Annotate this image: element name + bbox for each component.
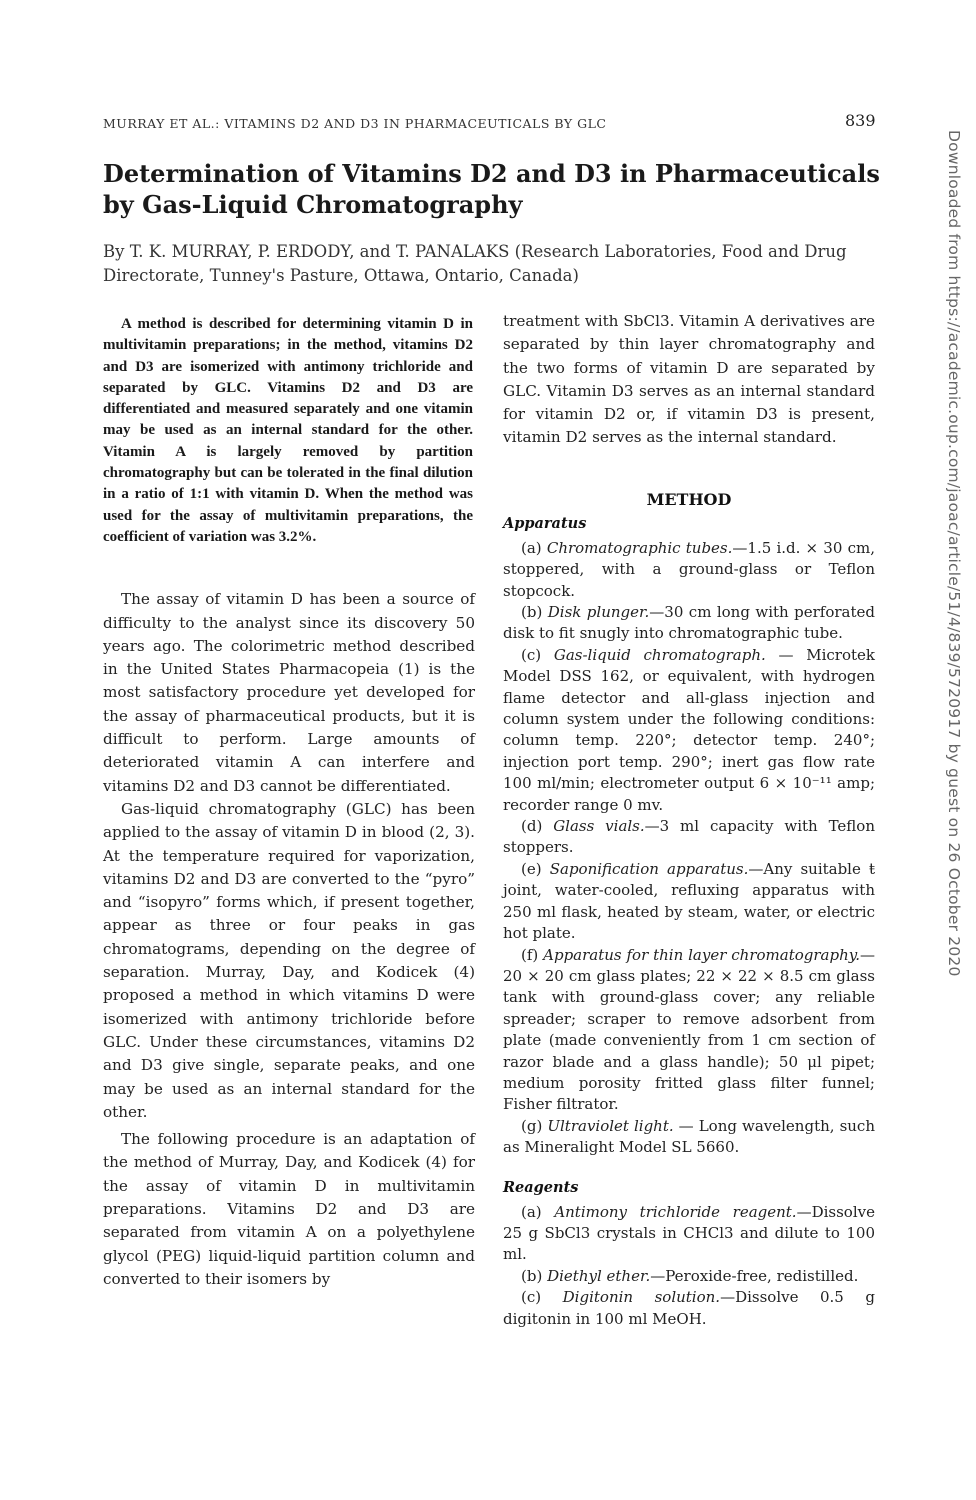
item-label: (g): [521, 1116, 543, 1135]
list-item: [503, 1202, 875, 1266]
list-item: [503, 816, 875, 859]
list-item: [503, 538, 875, 602]
item-text: —Any suitable ŧ joint, water-cooled, refluxing apparatus with 250 ml flask, heated by steam, water, or electric hot plate.: [503, 859, 875, 943]
list-item: [503, 645, 875, 816]
item-text: —20 × 20 cm glass plates; 22 × 22 × 8.5 cm glass tank with ground-glass cover; any reliable spreader; scraper to remove adsorbent from plate (made conveniently from 1 cm section of razor blade and a glass handle); 50 μl pipet; medium porosity fritted glass filter funnel; Fisher filtrator.: [503, 945, 875, 1114]
page-number: 839: [845, 111, 876, 130]
download-notice: [943, 130, 963, 1330]
item-label: (a): [521, 538, 542, 557]
item-term: Glass vials.: [553, 817, 645, 836]
item-text: —30 cm long with perforated disk to fit snugly into chromatographic tube.: [503, 603, 875, 643]
item-text: — Microtek Model DSS 162, or equivalent, with hydrogen flame detector and all-glass injection and column system under the following conditions: column temp. 220°; detector temp. 240°; injection port temp. 290°; inert gas flow rate 100 ml/min; electrometer output 6 × 10⁻¹¹ amp; recorder range 0 mv.: [503, 645, 875, 814]
reagents-heading: Reagents: [503, 1178, 579, 1196]
list-item: [503, 1266, 875, 1287]
item-term: Disk plunger.: [547, 603, 650, 621]
author-line: By T. K. MURRAY, P. ERDODY, and T. PANALAKS (Research Laboratories, Food and Drug Directorate, Tunney's Pasture, Ottawa, Ontario, Canada): [103, 242, 847, 285]
abstract: A method is described for determining vitamin D in multivitamin preparations; in the method, vitamins D2 and D3 are isomerized with antimony trichloride and separated by GLC. Vitamins D2 and D3 are differentiated and measured separately and one vitamin may be used as an internal standard for the other. Vitamin A is largely removed by partition chromatography but can be tolerated in the final dilution in a ratio of 1:1 with vitamin D. When the method was used for the assay of multivitamin preparations, the coefficient of variation was 3.2%.: [103, 316, 473, 545]
apparatus-heading: Apparatus: [503, 514, 587, 532]
list-item: [503, 859, 875, 945]
item-term: Diethyl ether.: [547, 1266, 651, 1285]
left-column: [103, 310, 475, 1291]
item-label: (f): [521, 945, 539, 964]
article-title: Determination of Vitamins D2 and D3 in Pharmaceuticals by Gas-Liquid Chromatography: [103, 159, 880, 219]
method-heading: METHOD: [646, 489, 732, 509]
item-label: (b): [521, 1266, 543, 1285]
item-label: (e): [521, 859, 542, 878]
item-term: Apparatus for thin layer chromatography.: [543, 945, 860, 964]
item-label: (c): [521, 1288, 542, 1307]
intro-continuation: treatment with SbCl3. Vitamin A derivatives are separated by thin layer chromatography and the two forms of vitamin D are separated by GLC. Vitamin D3 serves as an internal standard for vitamin D2 or, if vitamin D3 is present, vitamin D2 serves as the internal standard.: [503, 312, 875, 447]
item-term: Ultraviolet light.: [547, 1116, 674, 1135]
list-item: [503, 1287, 875, 1330]
item-text: —Dissolve 25 g SbCl3 crystals in CHCl3 and dilute to 100 ml.: [503, 1202, 875, 1264]
item-text: —3 ml capacity with Teflon stoppers.: [503, 817, 875, 857]
intro-paragraph: The assay of vitamin D has been a source of difficulty to the analyst since its discovery 50 years ago. The colorimetric method described in the United States Pharmacopeia (1) is the most satisfactory procedure yet developed for the assay of pharmaceutical products, but it is difficult to perform. Large amounts of deteriorated vitamin A can interfere and vitamins D2 and D3 cannot be differentiated.: [103, 590, 475, 795]
right-column: [503, 310, 875, 1330]
intro-paragraph: Gas-liquid chromatography (GLC) has been applied to the assay of vitamin D in blood (2, 3). At the temperature required for vaporization, vitamins D2 and D3 are converted to the “pyro” and “isopyro” forms which, if present together, appear as three or four peaks in gas chromatograms, depending on the degree of separation. Murray, Day, and Kodicek (4) proposed a method in which vitamins D were isomerized with antimony trichloride before GLC. Under these circumstances, vitamins D2 and D3 give single, separate peaks, and one may be used as an internal standard for the other.: [103, 799, 475, 1121]
item-term: Saponification apparatus.: [549, 859, 749, 878]
apparatus-list: [503, 538, 875, 1159]
item-term: Chromatographic tubes.: [546, 538, 733, 557]
list-item: [503, 1116, 875, 1159]
item-term: Gas-liquid chromatograph.: [553, 645, 766, 664]
running-head: MURRAY ET AL.: VITAMINS D2 AND D3 IN PHARMACEUTICALS BY GLC: [103, 116, 607, 131]
item-text: — Long wavelength, such as Mineralight Model SL 5660.: [503, 1116, 875, 1157]
reagents-list: [503, 1202, 875, 1330]
item-text: —Peroxide-free, redistilled.: [650, 1266, 859, 1285]
item-label: (a): [521, 1202, 542, 1221]
item-term: Digitonin solution.: [562, 1288, 721, 1307]
item-text: —1.5 i.d. × 30 cm, stoppered, with a ground-glass or Teflon stopcock.: [503, 538, 875, 600]
item-text: —Dissolve 0.5 g digitonin in 100 ml MeOH.: [503, 1288, 875, 1328]
download-notice-text: Downloaded from https://academic.oup.com/jaoac/article/51/4/839/5720917 by guest on 26 October 2020: [945, 130, 963, 977]
item-label: (b): [521, 603, 543, 621]
item-label: (c): [521, 645, 542, 664]
item-label: (d): [521, 817, 543, 836]
list-item: [503, 945, 875, 1116]
intro-paragraph: The following procedure is an adaptation of the method of Murray, Day, and Kodicek (4) for the assay of vitamin D in multivitamin preparations. Vitamins D2 and D3 are separated from vitamin A on a polyethylene glycol (PEG) liquid-liquid partition column and converted to their isomers by: [103, 1130, 475, 1288]
list-item: [503, 602, 875, 645]
item-term: Antimony trichloride reagent.: [554, 1202, 797, 1221]
